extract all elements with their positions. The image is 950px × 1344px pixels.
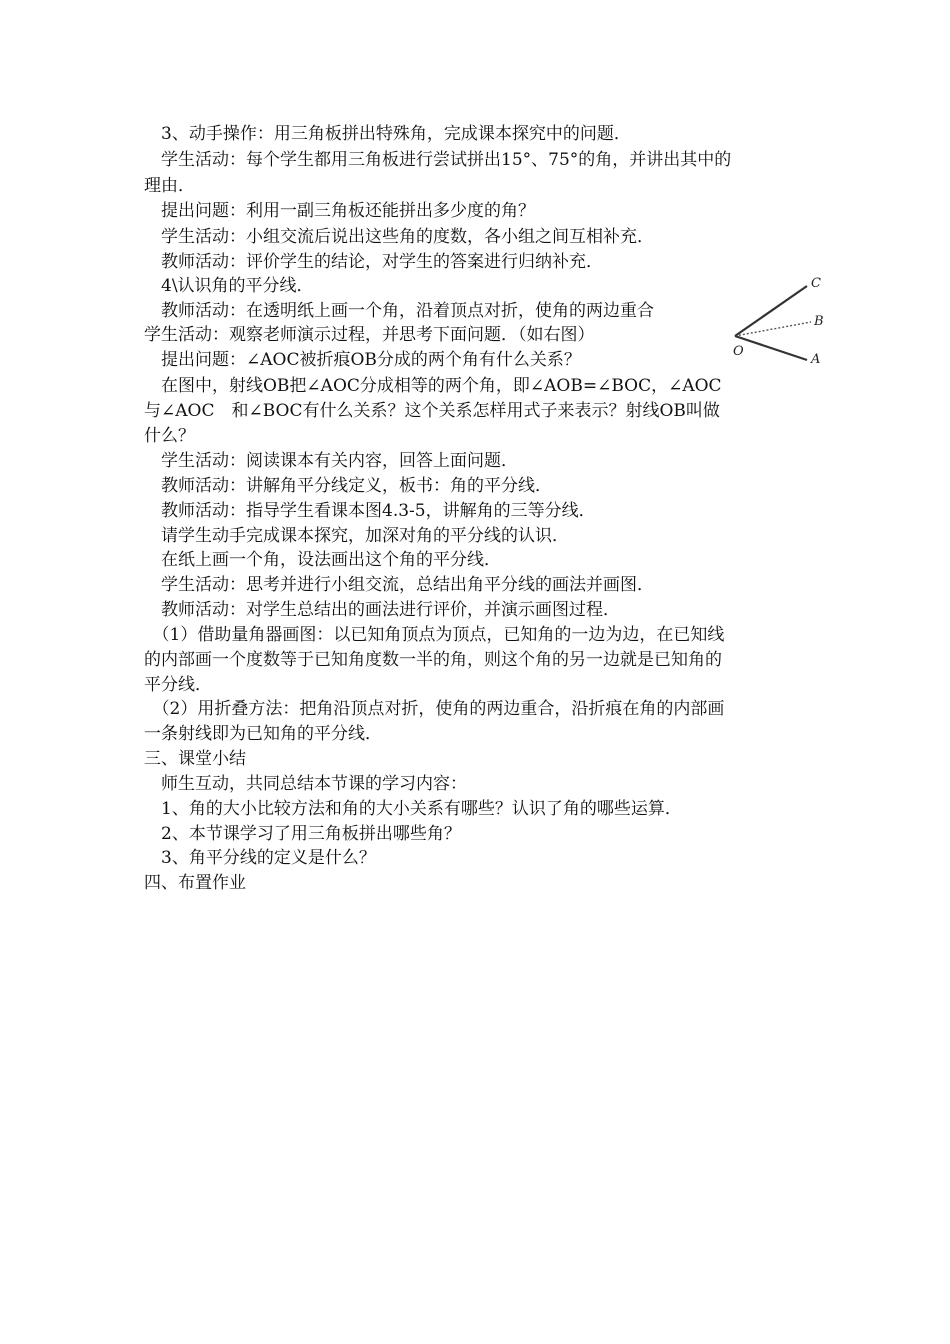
text-line: 教师活动：讲解角平分线定义，板书：角的平分线．	[144, 476, 552, 496]
label-c: C	[811, 276, 821, 291]
ray-oc	[735, 286, 807, 336]
angle-bisector-figure	[727, 270, 827, 370]
text-line: 师生互动，共同总结本节课的学习内容：	[144, 774, 467, 794]
text-line: 与∠AOC 和∠BOC有什么关系？这个关系怎样用式子来表示？射线OB叫做	[144, 401, 720, 421]
section-heading: 四、布置作业	[144, 873, 246, 893]
label-o: O	[733, 344, 744, 359]
text-line: 1、角的大小比较方法和角的大小关系有哪些？认识了角的哪些运算．	[144, 799, 682, 819]
text-line: 什么？	[144, 426, 195, 446]
text-line: 教师活动：评价学生的结论，对学生的答案进行归纳补充．	[144, 252, 603, 272]
label-a: A	[811, 352, 821, 367]
text-line: 教师活动：指导学生看课本图4.3-5，讲解角的三等分线．	[144, 501, 596, 521]
text-line: 4\认识角的平分线．	[144, 276, 314, 296]
text-line: 一条射线即为已知角的平分线．	[144, 724, 382, 744]
text-line: （1）借助量角器画图：以已知角顶点为顶点，已知角的一边为边，在已知线	[144, 625, 725, 645]
text-line: 学生活动：阅读课本有关内容，回答上面问题．	[144, 451, 518, 471]
text-line: 的内部画一个度数等于已知角度数一半的角，则这个角的另一边就是已知角的	[144, 650, 722, 670]
text-line: 2、本节课学习了用三角板拼出哪些角？	[144, 824, 461, 844]
text-line: 教师活动：在透明纸上画一个角，沿着顶点对折，使角的两边重合	[144, 301, 654, 321]
text-line: 请学生动手完成课本探究，加深对角的平分线的认识．	[144, 526, 569, 546]
label-b: B	[814, 314, 824, 329]
text-line: 学生活动：观察老师演示过程，并思考下面问题．（如右图）	[144, 325, 595, 345]
text-line: 平分线．	[144, 675, 212, 695]
text-line: 理由．	[144, 176, 195, 196]
text-line: 在图中，射线OB把∠AOC分成相等的两个角，即∠AOB=∠BOC，∠AOC	[144, 376, 722, 396]
ray-oa	[735, 336, 807, 360]
text-line: （2）用折叠方法：把角沿顶点对折，使角的两边重合，沿折痕在角的内部画	[144, 699, 725, 719]
text-line: 学生活动：每个学生都用三角板进行尝试拼出15°、75°的角，并讲出其中的	[144, 150, 732, 170]
text-line: 学生活动：思考并进行小组交流，总结出角平分线的画法并画图．	[144, 575, 654, 595]
text-line: 教师活动：对学生总结出的画法进行评价，并演示画图过程．	[144, 600, 620, 620]
text-line: 在纸上画一个角，设法画出这个角的平分线．	[144, 550, 501, 570]
text-line: 提出问题：∠AOC被折痕OB分成的两个角有什么关系？	[144, 350, 581, 370]
text-line: 学生活动：小组交流后说出这些角的度数，各小组之间互相补充．	[144, 227, 654, 247]
text-line: 提出问题：利用一副三角板还能拼出多少度的角？	[144, 201, 535, 221]
section-heading: 三、课堂小结	[144, 749, 246, 769]
text-line: 3、角平分线的定义是什么？	[144, 848, 376, 868]
text-line: 3、动手操作：用三角板拼出特殊角，完成课本探究中的问题．	[144, 124, 631, 144]
